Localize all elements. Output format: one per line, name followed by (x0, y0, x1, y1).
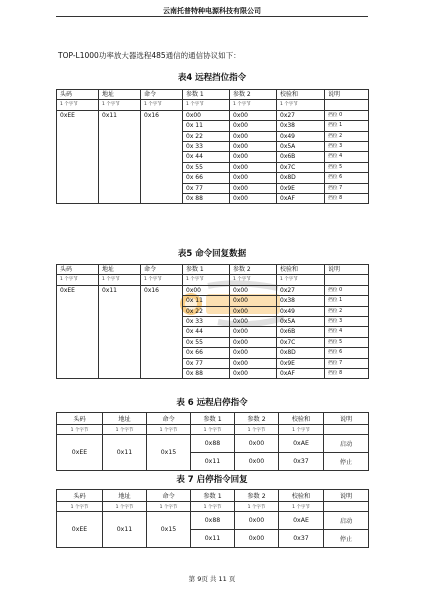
description-cell: 挡位 8 (325, 369, 369, 379)
param2-cell: 0x00 (235, 512, 279, 530)
checksum-cell: 0x9E (277, 358, 325, 368)
param1-cell: 0x 33 (183, 317, 230, 327)
param1-cell: 0x00 (183, 285, 230, 295)
param2-cell: 0x00 (235, 453, 279, 471)
size-row (57, 502, 369, 512)
size-cell: 1 个字节 (99, 100, 141, 110)
head-code-cell: 0xEE (57, 285, 99, 379)
header-cell: 参数 2 (230, 265, 277, 275)
description-cell: 挡位 7 (325, 183, 369, 193)
size-cell: 1 个字节 (141, 100, 183, 110)
table-row (57, 110, 369, 120)
checksum-cell: 0xAE (279, 512, 324, 530)
size-cell: 1 个字节 (277, 100, 325, 110)
header-cell: 命令 (141, 90, 183, 100)
param1-cell: 0x 11 (183, 296, 230, 306)
header-cell: 校验和 (279, 490, 324, 502)
table-row (57, 512, 369, 530)
param1-cell: 0x88 (191, 512, 235, 530)
param1-cell: 0x88 (191, 435, 235, 453)
head-code-cell: 0xEE (57, 512, 103, 548)
size-cell: 1 个字节 (191, 425, 235, 435)
header-row (57, 90, 369, 100)
size-row (57, 100, 369, 110)
size-row (57, 275, 369, 285)
table7 (56, 489, 369, 548)
description-cell: 挡位 5 (325, 162, 369, 172)
param2-cell: 0x00 (230, 296, 277, 306)
header-cell: 地址 (99, 265, 141, 275)
size-cell: 1 个字节 (235, 425, 279, 435)
table4 (56, 89, 369, 204)
checksum-cell: 0x38 (277, 296, 325, 306)
size-cell: 1 个字节 (147, 425, 191, 435)
size-cell: 1 个字节 (99, 275, 141, 285)
checksum-cell: 0xAF (277, 194, 325, 204)
size-cell: 1 个字节 (277, 275, 325, 285)
checksum-cell: 0x49 (277, 131, 325, 141)
size-cell: 1 个字节 (235, 502, 279, 512)
table-row (57, 435, 369, 453)
description-cell: 挡位 6 (325, 348, 369, 358)
size-cell-empty (324, 502, 369, 512)
header-cell: 校验和 (279, 413, 324, 425)
param1-cell: 0x 77 (183, 183, 230, 193)
command-cell: 0x16 (141, 285, 183, 379)
param1-cell: 0x 66 (183, 348, 230, 358)
table4-caption: 表4 远程挡位指令 (177, 73, 247, 83)
param2-cell: 0x00 (230, 285, 277, 295)
param2-cell: 0x00 (230, 306, 277, 316)
description-cell: 启动 (324, 512, 369, 530)
header-cell: 说明 (325, 90, 369, 100)
param1-cell: 0x 22 (183, 131, 230, 141)
checksum-cell: 0x37 (279, 453, 324, 471)
size-cell: 1 个字节 (57, 425, 103, 435)
header-cell: 说明 (324, 413, 369, 425)
header-cell: 头码 (57, 413, 103, 425)
checksum-cell: 0x37 (279, 530, 324, 548)
checksum-cell: 0x6B (277, 327, 325, 337)
checksum-cell: 0xAE (279, 435, 324, 453)
param1-cell: 0x 55 (183, 337, 230, 347)
page-footer: 第 9页 共 11 页 (188, 575, 236, 583)
param1-cell: 0x 33 (183, 142, 230, 152)
param2-cell: 0x00 (235, 435, 279, 453)
size-cell-empty (324, 425, 369, 435)
header-row (57, 265, 369, 275)
description-cell: 挡位 6 (325, 173, 369, 183)
description-cell: 停止 (324, 530, 369, 548)
description-cell: 挡位 4 (325, 152, 369, 162)
size-cell: 1 个字节 (230, 275, 277, 285)
description-cell: 停止 (324, 453, 369, 471)
page-header: 云南托普特种电源科技有限公司 (163, 7, 261, 15)
address-cell: 0x11 (99, 285, 141, 379)
table6-caption: 表 6 远程启停指令 (176, 398, 248, 408)
checksum-cell: 0x27 (277, 110, 325, 120)
description-cell: 挡位 1 (325, 121, 369, 131)
checksum-cell: 0x5A (277, 142, 325, 152)
param2-cell: 0x00 (230, 337, 277, 347)
description-cell: 挡位 0 (325, 110, 369, 120)
size-row (57, 425, 369, 435)
table6 (56, 412, 369, 471)
size-cell: 1 个字节 (183, 100, 230, 110)
intro-text: TOP-L1000功率放大器选程485通信的通信协议如下： (58, 51, 241, 60)
param1-cell: 0x11 (191, 453, 235, 471)
table5-caption: 表5 命令回复数据 (177, 249, 247, 259)
param1-cell: 0x 22 (183, 306, 230, 316)
description-cell: 挡位 0 (325, 285, 369, 295)
description-cell: 挡位 1 (325, 296, 369, 306)
param1-cell: 0x 88 (183, 369, 230, 379)
checksum-cell: 0x9E (277, 183, 325, 193)
param1-cell: 0x 44 (183, 152, 230, 162)
header-cell: 命令 (147, 413, 191, 425)
header-cell: 命令 (147, 490, 191, 502)
address-cell: 0x11 (99, 110, 141, 204)
description-cell: 挡位 5 (325, 337, 369, 347)
table-row (57, 285, 369, 295)
table7-caption: 表 7 启停指令回复 (176, 475, 248, 485)
description-cell: 挡位 2 (325, 131, 369, 141)
param2-cell: 0x00 (230, 327, 277, 337)
param2-cell: 0x00 (230, 131, 277, 141)
size-cell: 1 个字节 (279, 502, 324, 512)
size-cell-empty (325, 275, 369, 285)
checksum-cell: 0x6B (277, 152, 325, 162)
header-cell: 地址 (103, 490, 147, 502)
param1-cell: 0x 77 (183, 358, 230, 368)
command-cell: 0x16 (141, 110, 183, 204)
param2-cell: 0x00 (235, 530, 279, 548)
description-cell: 启动 (324, 435, 369, 453)
header-cell: 头码 (57, 265, 99, 275)
size-cell: 1 个字节 (191, 502, 235, 512)
head-code-cell: 0xEE (57, 435, 103, 471)
param1-cell: 0x 88 (183, 194, 230, 204)
table5 (56, 264, 369, 379)
checksum-cell: 0x5A (277, 317, 325, 327)
param1-cell: 0x11 (191, 530, 235, 548)
param1-cell: 0x 44 (183, 327, 230, 337)
checksum-cell: 0x49 (277, 306, 325, 316)
param2-cell: 0x00 (230, 317, 277, 327)
param2-cell: 0x00 (230, 194, 277, 204)
address-cell: 0x11 (103, 512, 147, 548)
description-cell: 挡位 2 (325, 306, 369, 316)
size-cell: 1 个字节 (57, 502, 103, 512)
description-cell: 挡位 7 (325, 358, 369, 368)
checksum-cell: 0x8D (277, 348, 325, 358)
header-cell: 头码 (57, 90, 99, 100)
param2-cell: 0x00 (230, 152, 277, 162)
header-cell: 参数 2 (230, 90, 277, 100)
header-cell: 参数 1 (191, 413, 235, 425)
size-cell: 1 个字节 (57, 100, 99, 110)
param1-cell: 0x00 (183, 110, 230, 120)
size-cell: 1 个字节 (230, 100, 277, 110)
header-cell: 说明 (325, 265, 369, 275)
param2-cell: 0x00 (230, 121, 277, 131)
description-cell: 挡位 8 (325, 194, 369, 204)
header-cell: 头码 (57, 490, 103, 502)
param2-cell: 0x00 (230, 358, 277, 368)
checksum-cell: 0x8D (277, 173, 325, 183)
param1-cell: 0x 66 (183, 173, 230, 183)
header-cell: 校验和 (277, 265, 325, 275)
header-cell: 参数 1 (191, 490, 235, 502)
param2-cell: 0x00 (230, 183, 277, 193)
size-cell: 1 个字节 (103, 502, 147, 512)
description-cell: 挡位 3 (325, 317, 369, 327)
header-cell: 参数 1 (183, 90, 230, 100)
param2-cell: 0x00 (230, 369, 277, 379)
head-code-cell: 0xEE (57, 110, 99, 204)
header-row (57, 413, 369, 425)
header-row (57, 490, 369, 502)
checksum-cell: 0x7C (277, 337, 325, 347)
param1-cell: 0x 55 (183, 162, 230, 172)
param2-cell: 0x00 (230, 110, 277, 120)
header-cell: 命令 (141, 265, 183, 275)
description-cell: 挡位 3 (325, 142, 369, 152)
header-cell: 地址 (103, 413, 147, 425)
size-cell: 1 个字节 (147, 502, 191, 512)
checksum-cell: 0x38 (277, 121, 325, 131)
header-cell: 参数 2 (235, 490, 279, 502)
header-cell: 说明 (324, 490, 369, 502)
param2-cell: 0x00 (230, 348, 277, 358)
address-cell: 0x11 (103, 435, 147, 471)
param2-cell: 0x00 (230, 162, 277, 172)
param1-cell: 0x 11 (183, 121, 230, 131)
header-cell: 参数 2 (235, 413, 279, 425)
header-rule (56, 16, 368, 17)
checksum-cell: 0x27 (277, 285, 325, 295)
command-cell: 0x15 (147, 435, 191, 471)
size-cell-empty (325, 100, 369, 110)
checksum-cell: 0x7C (277, 162, 325, 172)
size-cell: 1 个字节 (183, 275, 230, 285)
param2-cell: 0x00 (230, 142, 277, 152)
header-cell: 校验和 (277, 90, 325, 100)
size-cell: 1 个字节 (57, 275, 99, 285)
checksum-cell: 0xAF (277, 369, 325, 379)
size-cell: 1 个字节 (141, 275, 183, 285)
param2-cell: 0x00 (230, 173, 277, 183)
header-cell: 参数 1 (183, 265, 230, 275)
size-cell: 1 个字节 (279, 425, 324, 435)
command-cell: 0x15 (147, 512, 191, 548)
size-cell: 1 个字节 (103, 425, 147, 435)
description-cell: 挡位 4 (325, 327, 369, 337)
header-cell: 地址 (99, 90, 141, 100)
